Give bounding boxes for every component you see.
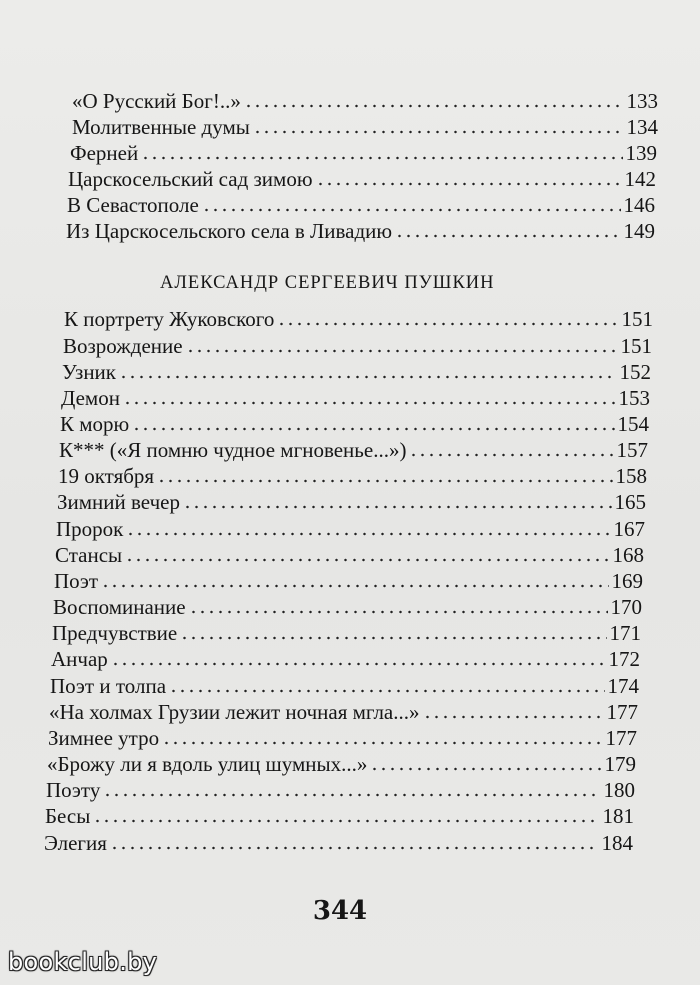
- toc-entry: [72, 114, 658, 140]
- toc-entry-page: 184: [601, 831, 633, 855]
- toc-leader-dots: [277, 321, 618, 327]
- toc-entry: [57, 489, 646, 515]
- toc-entry: [59, 437, 648, 463]
- toc-entry: [51, 646, 640, 672]
- toc-entry-title: В Севастополе: [67, 193, 199, 217]
- toc-entry: [68, 166, 656, 192]
- toc-entry: [64, 306, 653, 332]
- toc-entry: [62, 359, 651, 385]
- section-heading: АЛЕКСАНДР СЕРГЕЕВИЧ ПУШКИН: [160, 273, 495, 293]
- toc-entry: [44, 830, 633, 856]
- toc-entry-title: Царскосельский сад зимою: [68, 167, 313, 191]
- toc-entry: [45, 803, 634, 829]
- toc-entry-page: 179: [604, 752, 636, 776]
- toc-entry-title: К портрету Жуковского: [64, 307, 275, 331]
- toc-leader-dots: [93, 818, 599, 824]
- toc-entry-title: Поэту: [46, 778, 101, 802]
- toc-entry-title: Стансы: [55, 543, 123, 567]
- toc-leader-dots: [162, 740, 602, 746]
- toc-entry-title: «Брожу ли я вдоль улиц шумных...»: [47, 752, 368, 776]
- toc-leader-dots: [132, 426, 614, 432]
- toc-leader-dots: [183, 504, 612, 510]
- toc-entry-page: 151: [620, 334, 652, 358]
- toc-leader-dots: [169, 688, 604, 694]
- toc-leader-dots: [409, 452, 613, 458]
- toc-entry-title: Предчувствие: [52, 621, 178, 645]
- toc-entry-title: Узник: [62, 360, 116, 384]
- toc-entry: [50, 673, 639, 699]
- toc-entry: [52, 620, 641, 646]
- toc-entry-title: Ферней: [70, 141, 139, 165]
- toc-leader-dots: [125, 557, 609, 563]
- toc-entry-page: 149: [623, 219, 655, 243]
- toc-leader-dots: [101, 583, 608, 589]
- toc-entry-page: 181: [602, 804, 634, 828]
- toc-entry-page: 146: [623, 193, 655, 217]
- toc-entry-title: К морю: [60, 412, 130, 436]
- toc-entry-page: 152: [619, 360, 651, 384]
- toc-entry-page: 174: [607, 674, 639, 698]
- toc-entry-title: Элегия: [44, 831, 107, 855]
- toc-entry-page: 153: [618, 386, 650, 410]
- toc-entry: [72, 88, 658, 114]
- toc-entry: [58, 463, 647, 489]
- toc-entry-page: 142: [624, 167, 656, 191]
- toc-leader-dots: [119, 374, 617, 380]
- toc-entry: [60, 411, 649, 437]
- toc-leader-dots: [244, 103, 624, 109]
- toc-leader-dots: [110, 845, 599, 851]
- toc-leader-dots: [126, 531, 610, 537]
- toc-leader-dots: [316, 181, 622, 187]
- toc-entry: [54, 568, 643, 594]
- toc-entry-title: Поэт: [54, 569, 99, 593]
- toc-leader-dots: [395, 233, 620, 239]
- toc-leader-dots: [157, 478, 612, 484]
- toc-entry-title: К*** («Я помню чудное мгновенье...»): [59, 438, 407, 462]
- toc-entry-page: 180: [603, 778, 635, 802]
- toc-leader-dots: [186, 348, 618, 354]
- toc-entry-page: 167: [613, 517, 645, 541]
- toc-entry: [70, 140, 657, 166]
- toc-entry-page: 177: [606, 700, 638, 724]
- toc-entry-page: 157: [616, 438, 648, 462]
- toc-entry: [66, 218, 655, 244]
- toc-entry: [67, 192, 655, 218]
- toc-entry-page: 139: [625, 141, 657, 165]
- toc-entry-page: 151: [621, 307, 653, 331]
- toc-entry-title: Воспоминание: [53, 595, 186, 619]
- watermark-logo: bookclub.by: [8, 948, 158, 976]
- toc-leader-dots: [253, 129, 624, 135]
- toc-entry-title: «О Русский Бог!..»: [72, 89, 241, 113]
- toc-entry-page: 133: [626, 89, 658, 113]
- toc-entry-page: 154: [617, 412, 649, 436]
- toc-leader-dots: [111, 661, 606, 667]
- toc-leader-dots: [370, 766, 601, 772]
- toc-entry: [48, 725, 637, 751]
- toc-entry: [47, 751, 636, 777]
- toc-entry: [46, 777, 635, 803]
- toc-leader-dots: [180, 635, 606, 641]
- toc-entry-title: Анчар: [51, 647, 108, 671]
- toc-entry-title: Возрождение: [63, 334, 183, 358]
- toc-entry-title: Молитвенные думы: [72, 115, 250, 139]
- toc-entry-page: 158: [615, 464, 647, 488]
- toc-entry-page: 177: [605, 726, 637, 750]
- toc-entry-title: Зимнее утро: [48, 726, 160, 750]
- toc-entry-title: Поэт и толпа: [50, 674, 167, 698]
- toc-entry-title: 19 октября: [58, 464, 155, 488]
- toc-entry: [53, 594, 642, 620]
- toc-entry-title: Пророк: [56, 517, 124, 541]
- toc-leader-dots: [189, 609, 608, 615]
- toc-entry-title: Зимний вечер: [57, 490, 180, 514]
- toc-entry: [63, 333, 652, 359]
- toc-entry-page: 170: [610, 595, 642, 619]
- toc-entry-page: 165: [614, 490, 646, 514]
- toc-leader-dots: [141, 155, 622, 161]
- toc-entry: [61, 385, 650, 411]
- toc-leader-dots: [103, 792, 600, 798]
- toc-entry-title: Демон: [61, 386, 120, 410]
- toc-entry-page: 134: [626, 115, 658, 139]
- toc-entry: [56, 516, 645, 542]
- toc-entry-page: 169: [611, 569, 643, 593]
- toc-leader-dots: [202, 207, 621, 213]
- page-number: 344: [312, 896, 368, 926]
- toc-leader-dots: [123, 400, 616, 406]
- toc-entry-page: 172: [608, 647, 640, 671]
- toc-entry: [49, 699, 638, 725]
- toc-leader-dots: [423, 714, 604, 720]
- toc-entry-title: Из Царскосельского села в Ливадию: [66, 219, 393, 243]
- toc-entry-page: 171: [609, 621, 641, 645]
- toc-entry-title: «На холмах Грузии лежит ночная мгла...»: [49, 700, 420, 724]
- toc-entry-title: Бесы: [45, 804, 91, 828]
- toc-entry: [55, 542, 644, 568]
- toc-entry-page: 168: [612, 543, 644, 567]
